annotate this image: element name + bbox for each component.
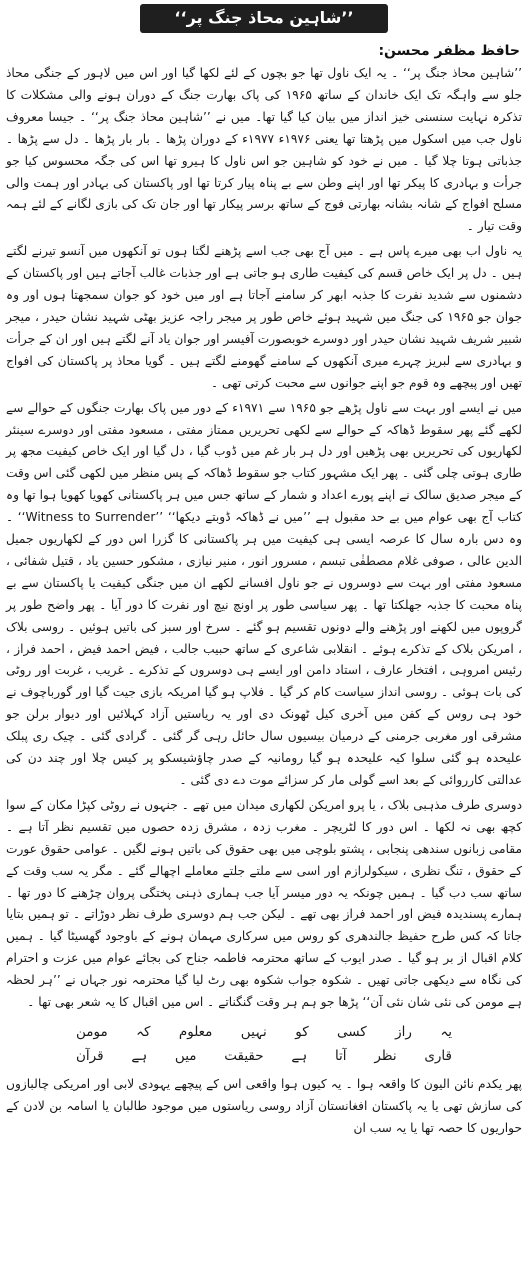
verse-word: قرآن: [76, 1047, 104, 1064]
iqbal-verse: [76, 1020, 452, 1068]
verse-word: یہ: [440, 1023, 452, 1040]
verse-word: کہ: [136, 1023, 151, 1040]
verse-word: میں: [174, 1047, 197, 1064]
paragraph-1: ’’شاہین محاذ جنگ پر‘‘ ۔ یہ ایک ناول تھا جو بچوں کے لئے لکھا گیا اور اس میں لاہور کے جنگی محاذ جلو سے واہگہ تک ایک خاندان کے ساتھ ۱۹۶۵ کی پاک بھارت جنگ کے دوران ہونے والی مشکلات کا تذکرہ نہایت سنسنی خیز انداز میں بیان کیا گیا تھا۔ میں نے ’’شاہین محاذ جنگ پر‘‘ ۔ جیسا معروف ناول جب میں اسکول میں پڑھتا تھا یعنی ۱۹۷۶ء ۱۹۷۷ء کے دوران پڑھا ۔ بار بار پڑھا ۔ دل سے پڑھا ۔ جذباتی ہوتا چلا گیا ۔ میں نے خود کو شاہین جو اس ناول کا ہیرو تھا اس کی جگہ محسوس کیا جو جرأت و بہادری کا پیکر تھا اور اپنے وطن سے بے پناہ پیار کرتا تھا اور پاکستان کی بہادر اور ہمت والی مسلح افواج کے شانہ بشانہ بھارتی فوج کے ساتھ برسر پیکار تھا اور جان تک کی بازی لگانے کے لئے ہمہ وقت تیار ۔: [6, 66, 522, 234]
title-banner: [6, 0, 522, 33]
closing-paragraph: پھر یکدم نائن الیون کا واقعہ ہوا ۔ یہ کیوں ہوا واقعی اس کے پیچھے یہودی لابی اور امریکی چالبازوں کی سازش تھی یا یہ پاکستان افغانستان آزاد روسی ریاستوں میں موجود طالبان یا اسامہ بن لادن کے حواریوں کا حصہ تھا یا یہ سب ان: [6, 1076, 522, 1135]
verse-word: راز: [395, 1023, 412, 1040]
article-body: [6, 63, 522, 1014]
verse-word: آتا: [334, 1047, 347, 1064]
verse-word: مومن: [76, 1023, 108, 1040]
article-body-continued: [6, 1074, 522, 1140]
paragraph-2: یہ ناول اب بھی میرے پاس ہے ۔ میں آج بھی جب اسے پڑھنے لگتا ہوں تو آنکھوں میں آنسو تیرنے لگتے ہیں ۔ دل پر ایک خاص قسم کی کیفیت طاری ہو جاتی ہے اور جذبات غالب آجاتے ہیں اور پاکستان کے دشمنوں سے شدید نفرت کا جذبہ ابھر کر سامنے آجاتا ہے اور میں خود کو جوان سمجھتا ہوں اور وہ جوان جو ۱۹۶۵ کی جنگ میں شہید ہوئے خاص طور پر میجر راجہ عزیز بھٹی شہید نشان حیدر ، میجر شبیر شریف شہید نشان حیدر اور دوسرے خوبصورت آفیسر اور جوان یاد آنے لگتے ہیں اور ان کے جرأت و بہادری سے لبریز چہرے میری آنکھوں کے سامنے گھومنے لگتے ہیں ۔ گویا محاذ پر پاکستان کی افواج تھیں اور پیچھے وہ قوم جو اپنے جوانوں سے محبت کرتی تھی ۔: [6, 244, 522, 390]
verse-line-2: [76, 1044, 452, 1068]
verse-word: کو: [295, 1023, 309, 1040]
author-name: حافظ مظفر محسن:: [378, 43, 520, 59]
verse-word: معلوم: [178, 1023, 213, 1040]
verse-word: ہے: [291, 1047, 308, 1064]
verse-word: نہیں: [240, 1023, 267, 1040]
article-title: ’’شاہین محاذ جنگ پر‘‘: [140, 4, 387, 33]
verse-word: حقیقت: [224, 1047, 264, 1064]
verse-word: قاری: [424, 1047, 452, 1064]
verse-word: نظر: [374, 1047, 397, 1064]
paragraph-3: میں نے ایسے اور بہت سے ناول پڑھے جو ۱۹۶۵ سے ۱۹۷۱ء کے دور میں پاک بھارت جنگوں کے حوالے سے لکھے گئے پھر سقوط ڈھاکہ کے حوالے سے لکھی تحریریں ممتاز مفتی ، مسعود مفتی اور دوسرے سینئر لکھاریوں کی تحریریں بھی پڑھیں اور دل ہر بار غم میں ڈوب گیا ، دل گیا اور ایک خاص کیفیت مجھ پر طاری ہوتی چلی گئی ۔ پھر ایک مشہور کتاب جو سقوط ڈھاکہ کے پس منظر میں لکھی گئی اس وقت کے میجر صدیق سالک نے اپنے پورے اعداد و شمار کے ساتھ جس میں ہر پاکستانی کھویا کھویا ہوا تھا وہ کتاب آج بھی عوام میں بے حد مقبول ہے ’’میں نے ڈھاکہ ڈوبتے دیکھا‘‘ ’’Witness to Surrender‘‘ ۔ وہ دس بارہ سال کا عرصہ ایسی ہی کیفیت میں ہر پاکستانی کا گزرا اس دور کے لکھاریوں جمیل الدین عالی ، صوفی غلام مصطفٰی تبسم ، مسرور انور ، منیر نیازی ، مشکور حسین یاد ، قتیل شفائی ، مسعود مفتی اور بہت سے دوسروں نے جو ناول افسانے لکھے ان میں جنگی کیفیت یا پاکستان سے بے پناہ محبت کا جذبہ جھلکتا تھا ۔ پھر سیاسی طور پر اونچ نیچ اور نفرت کا دور آیا ۔ پھر واضح طور پر گروپوں میں لکھنے اور پڑھنے والے دونوں تقسیم ہو گئے ۔ سرخ اور سبز کی باتیں ہوئیں ۔ روسی بلاک ، امریکن بلاک کے تذکرے ہوئے ۔ انقلابی شاعری کے ساتھ حبیب جالب ، فیض احمد فیض ، احمد فراز ، رئیس امروہی ، افتخار عارف ، استاد دامن اور ایسے ہی دوسروں کے تذکرے ۔ غریب ، غربت اور روٹی کی بات ہوئی ۔ روسی انداز سیاست کام کر گیا ۔ فلاپ ہو گیا امریکہ بازی جیت گیا اور گورباچوف نے خود ہی روس کے کفن میں آخری کیل ٹھونک دی اور یہ ریاستیں آزاد کہلائیں اور دیوار برلن جو مشرقی اور مغربی جرمنی کے درمیان بیسیوں سال حائل رہی گر گئی ۔ گرادی گئی ۔ چیک ری پبلک علیحدہ ہو گئی سلوا کیہ علیحدہ ہو گیا رومانیہ کے صدر چاؤشیسکو پر کیس چلا اور چند دن کی عدالتی کارروائی کے بعد اسے گولی مار کر سزائے موت دے دی گئی ۔: [6, 400, 523, 787]
verse-word: کسی: [337, 1023, 367, 1040]
paragraph-4: دوسری طرف مذہبی بلاک ، یا پرو امریکن لکھاری میدان میں تھے ۔ جنہوں نے روٹی کپڑا مکان کے سوا کچھ بھی نہ لکھا ۔ اس دور کا لٹریچر ۔ مغرب زدہ ، مشرق زدہ حصوں میں تقسیم نظر آتا ہے ۔ مقامی زبانوں سندھی پنجابی ، پشتو بلوچی میں بھی حقوق کی باتیں ہونے لگیں ۔ عوامی حقوق عورت کے حقوق ، تنگ نظری ، سیکولرازم اور اسی سے ملتے جلتے معاملے اچھالے گئے ۔ مگر یہ سب وقت کے ساتھ سب دب گیا ۔ ہمیں چونکہ یہ دور میسر آیا جب ہماری ذہنی پختگی پروان چڑھنے کا دور تھا ۔ ہمارے پسندیدہ فیض اور احمد فراز بھی تھے ۔ لیکن جب ہم دوسری طرف نظر دوڑاتے ۔ تو ہمیں بتایا جاتا کہ کس طرح حفیظ جالندھری کو روس میں سرکاری مہمان ہونے کے باوجود گھسیٹا گیا ۔ ہمیں کلام اقبال از بر ہو گیا ۔ صدر ایوب کے ساتھ محترمہ فاطمہ جناح کی بجائے عوام میں عزت و احترام کی نگاہ سے دیکھی جاتی تھیں ۔ شکوہ جواب شکوہ بھی رٹ لیا گیا محترمہ نور جہاں نے ’’ہر لحظہ ہے مومن کی نئی شان نئی آن‘‘ پڑھا جو ہم ہر وقت گنگناتے ۔ اس میں اقبال کا یہ شعر بھی تھا ۔: [6, 797, 522, 1010]
verse-line-1: [76, 1020, 452, 1044]
verse-word: ہے: [131, 1047, 148, 1064]
